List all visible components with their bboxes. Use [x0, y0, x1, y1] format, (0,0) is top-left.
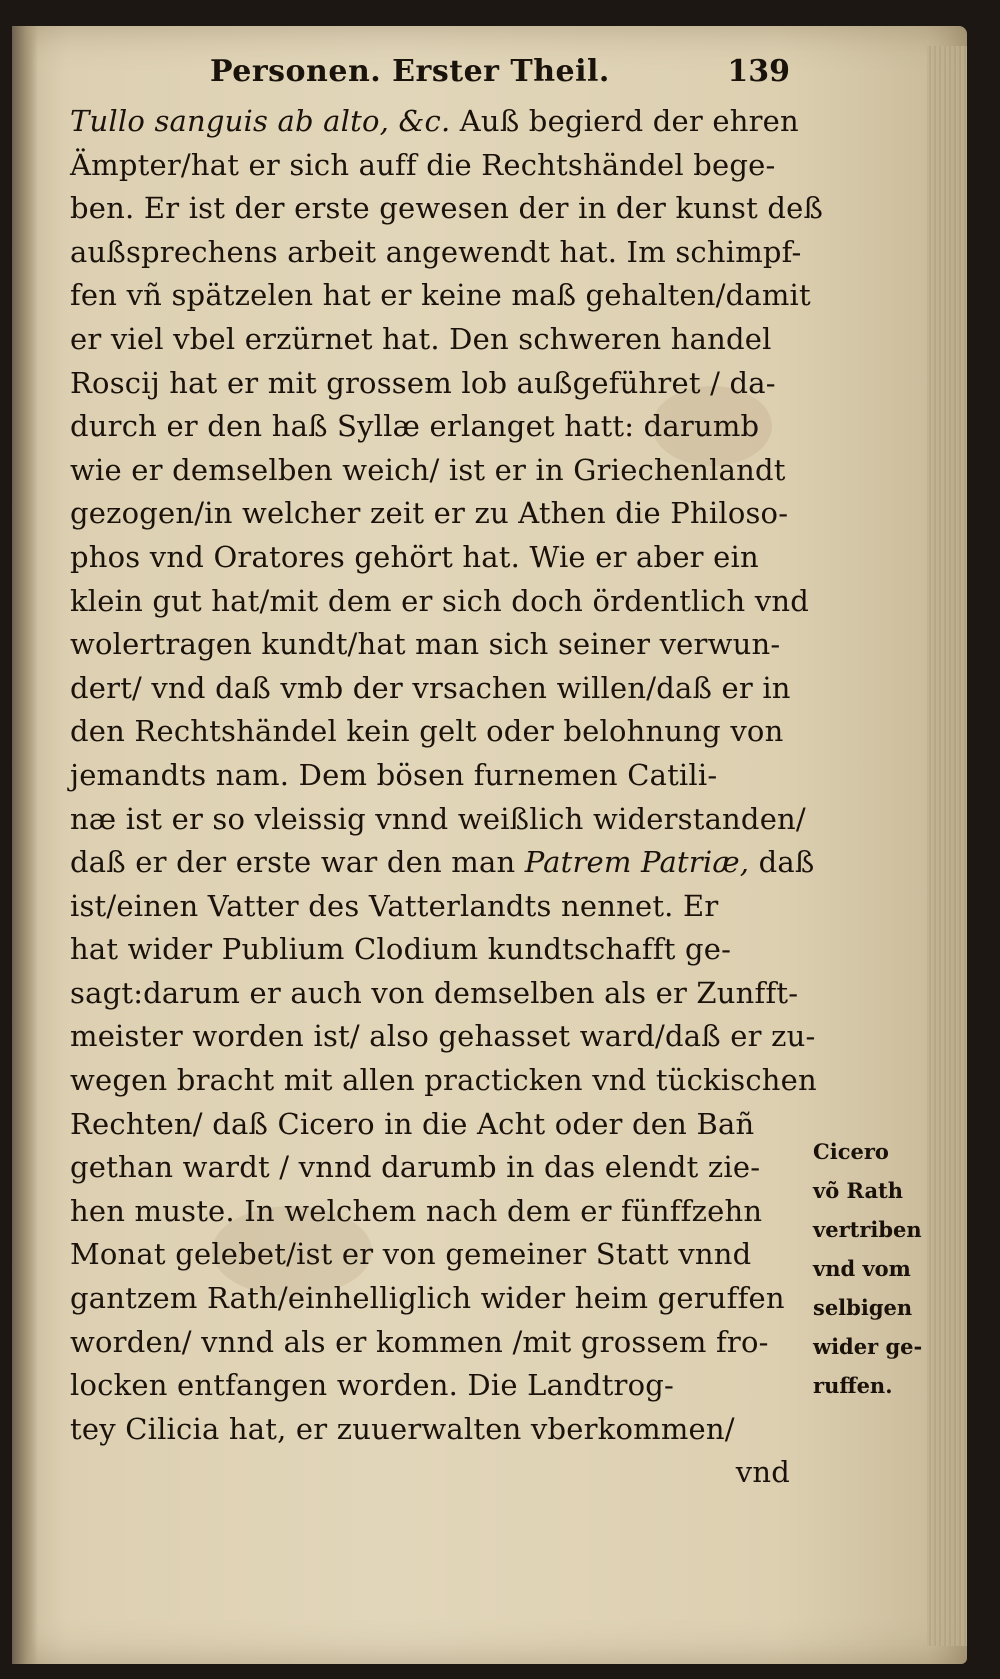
- text-line: durch er den haß Syllæ erlanget hatt: darumb: [70, 409, 760, 444]
- latin-quote: Tullo sanguis ab alto, &c.: [70, 104, 451, 138]
- text-line: gezogen/in welcher zeit er zu Athen die Philoso-: [70, 496, 789, 531]
- page-number: 139: [727, 54, 790, 89]
- marginal-note-line: vnd vom: [813, 1256, 911, 1281]
- marginal-note-line: wider ge-: [813, 1334, 923, 1359]
- marginal-note: [813, 1132, 943, 1405]
- text-line: hat wider Publium Clodium kundtschafft ge-: [70, 932, 732, 967]
- text-line: gethan wardt / vnnd darumb in das elendt zie-: [70, 1150, 761, 1185]
- text-line: den Rechtshändel kein gelt oder belohnung von: [70, 714, 784, 749]
- text-line: ben. Er ist der erste gewesen der in der kunst deß: [70, 191, 824, 226]
- page-gutter: [12, 26, 38, 1664]
- text-line: Roscij hat er mit grossem lob außgeführet / da-: [70, 365, 776, 400]
- text-line: sagt:darum er auch von demselben als er Zunfft-: [70, 975, 799, 1010]
- text-line: fen vñ spätzelen hat er keine maß gehalten/damit: [70, 278, 811, 313]
- text-line: außsprechens arbeit angewendt hat. Im schimpf-: [70, 234, 802, 269]
- body-text: [70, 100, 824, 1495]
- catchword: vnd: [735, 1455, 790, 1490]
- text-line: locken entfangen worden. Die Landtrog-: [70, 1368, 675, 1403]
- text-line: Rechten/ daß Cicero in die Acht oder den Bañ: [70, 1106, 755, 1141]
- text-line: klein gut hat/mit dem er sich doch ördentlich vnd: [70, 583, 809, 618]
- running-title: Personen. Erster Theil.: [210, 54, 610, 89]
- text-line: meister worden ist/ also gehasset ward/daß er zu-: [70, 1019, 816, 1054]
- text-line: ist/einen Vatter des Vatterlandts nennet. Er: [70, 888, 719, 923]
- marginal-note-line: selbigen: [813, 1295, 913, 1320]
- text-line: hen muste. In welchem nach dem er fünffzehn: [70, 1193, 763, 1228]
- marginal-note-line: võ Rath: [813, 1178, 904, 1203]
- text-line: tey Cilicia hat, er zuuerwalten vberkommen/: [70, 1411, 735, 1446]
- text-line: daß er der erste war den man Patrem Patriæ, daß: [70, 845, 815, 880]
- text-line: wolertragen kundt/hat man sich seiner verwun-: [70, 627, 781, 662]
- marginal-note-line: Cicero: [813, 1139, 889, 1164]
- text-line: wie er demselben weich/ ist er in Griechenlandt: [70, 452, 786, 487]
- text-line: Tullo sanguis ab alto, &c. Auß begierd der ehren: [70, 104, 799, 138]
- text-line: worden/ vnnd als er kommen /mit grossem fro-: [70, 1324, 769, 1359]
- latin-phrase: Patrem Patriæ,: [524, 845, 750, 880]
- marginal-note-line: ruffen.: [813, 1373, 893, 1398]
- page-header: [210, 48, 790, 98]
- page-edge: [927, 46, 967, 1646]
- text-line: Monat gelebet/ist er von gemeiner Statt vnnd: [70, 1237, 752, 1272]
- text-line: phos vnd Oratores gehört hat. Wie er aber ein: [70, 539, 759, 574]
- marginal-note-line: vertriben: [813, 1217, 922, 1242]
- text-line: er viel vbel erzürnet hat. Den schweren handel: [70, 321, 772, 356]
- text-line: jemandts nam. Dem bösen furnemen Catili-: [70, 757, 718, 792]
- text-line: gantzem Rath/einhelliglich wider heim geruffen: [70, 1281, 785, 1316]
- text-line: wegen bracht mit allen practicken vnd tückischen: [70, 1063, 817, 1098]
- text-line: dert/ vnd daß vmb der vrsachen willen/daß er in: [70, 670, 791, 705]
- text-line: Ämpter/hat er sich auff die Rechtshändel bege-: [70, 147, 776, 182]
- text-line: næ ist er so vleissig vnnd weißlich widerstanden/: [70, 801, 806, 836]
